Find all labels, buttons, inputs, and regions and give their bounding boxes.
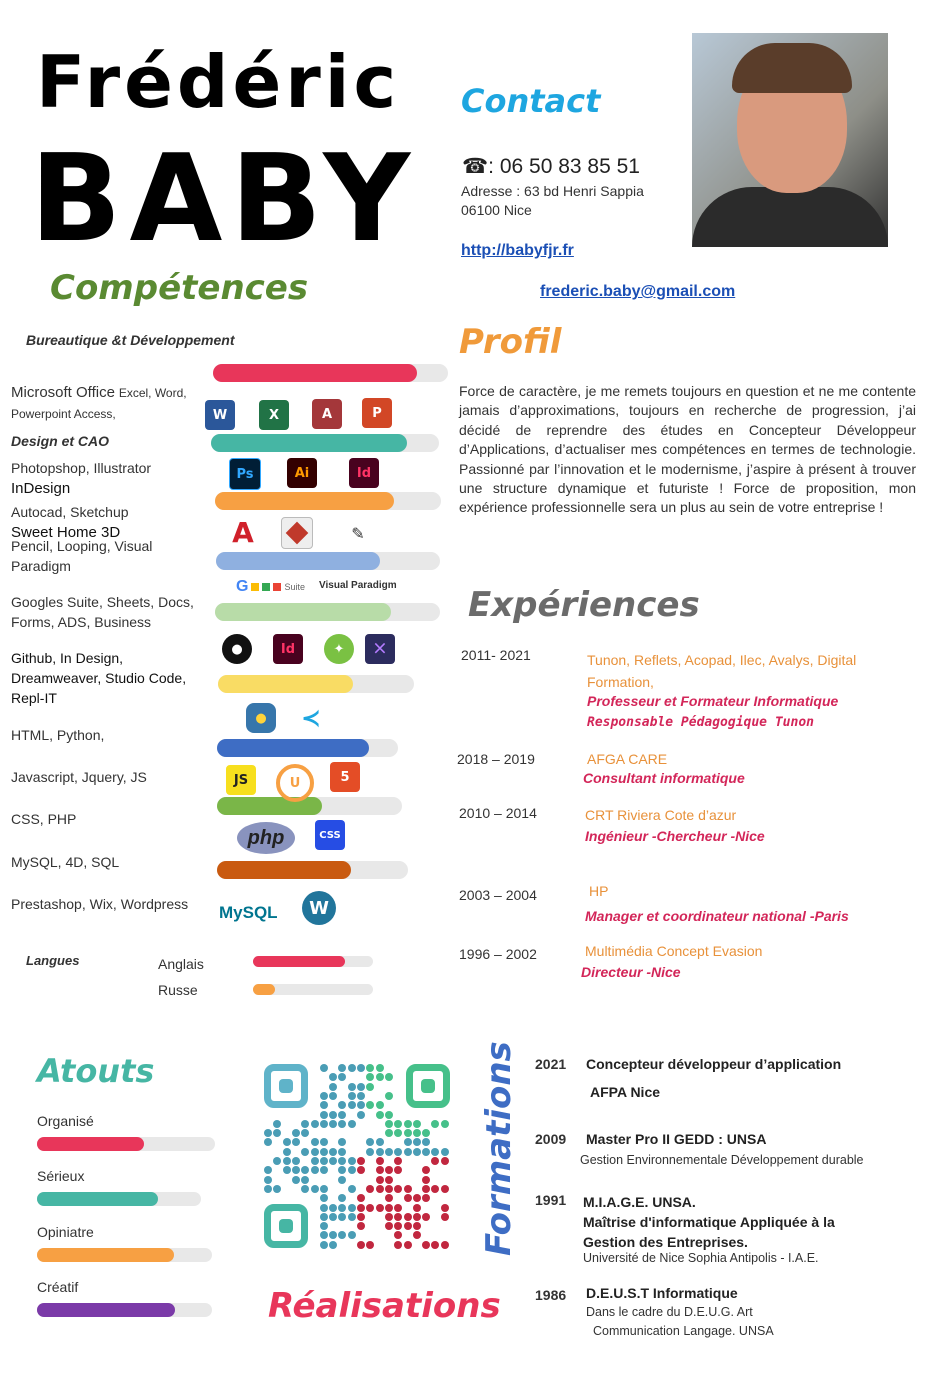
pencil-icon: ✎ [351,523,365,543]
php-icon: php [237,822,295,854]
address-line2: 06100 Nice [461,202,532,218]
experience-company: AFGA CARE [587,751,668,767]
experiences-title: Expériences [468,585,700,625]
phone-icon: ☎ [462,155,489,178]
atout-label: Sérieux [37,1168,85,1184]
email-link[interactable]: frederic.baby@gmail.com [540,283,736,300]
formation-title: Concepteur développeur d’application [586,1056,842,1072]
illustrator-icon: Ai [287,458,317,488]
language-label: Anglais [158,956,204,972]
atout-bar [37,1192,201,1206]
html5-icon: 5 [330,762,360,792]
website-link[interactable]: http://babyfjr.fr [461,242,574,259]
google-suite-icon: G Suite [236,578,305,595]
atout-bar [37,1303,212,1317]
css3-icon: CSS [315,820,345,850]
formation-detail: Dans le cadre du D.E.U.G. Art [586,1305,753,1319]
skill-label: Javascript, Jquery, JS [11,769,147,785]
photoshop-icon: Ps [229,458,261,490]
javascript-icon: JS [226,765,256,795]
skill-label: HTML, Python, [11,727,105,743]
sketchup-icon [281,517,313,549]
python-icon: ● [246,703,276,733]
last-name: BABY [30,130,419,269]
mysql-icon: MySQL [219,903,278,922]
langues-title: Langues [26,953,80,968]
jquery-icon: U [276,764,314,802]
skill-label: Prestashop, Wix, Wordpress [11,896,189,912]
visual-paradigm-icon: Visual Paradigm [319,580,397,591]
formation-year: 1986 [535,1287,567,1303]
powerpoint-icon: P [362,398,392,428]
skill-label: CSS, PHP [11,811,77,827]
skill-bar [217,739,398,757]
formations-title: Formations [479,1041,519,1256]
qr-code[interactable] [264,1064,450,1248]
atout-label: Organisé [37,1113,94,1129]
autocad-icon: A [232,515,254,549]
skill-bar [213,364,448,382]
experience-date: 2011- 2021 [461,647,531,663]
atout-label: Opiniatre [37,1224,94,1240]
formation-detail: Université de Nice Sophia Antipolis - I.A.E. [583,1251,819,1265]
phone-line [462,154,640,179]
skill-label: Pencil, Looping, Visual Paradigm [11,538,153,574]
formation-year: 2009 [535,1131,567,1147]
excel-icon: X [259,400,289,430]
skill-label: Github, In Design, Dreamweaver, Studio Code, Repl-IT [11,650,187,706]
skill-bar [215,492,441,510]
formation-title: D.E.U.S.T Informatique [586,1285,738,1301]
formation-detail: Gestion Environnementale Développement durable [580,1153,864,1167]
github-icon: ● [222,634,252,664]
phone-number: : 06 50 83 85 51 [488,155,640,178]
first-name: Frédéric [36,40,401,124]
visual-studio-icon: ⨉ [365,634,395,664]
skill-bar [211,434,439,452]
language-bar [253,984,373,995]
competences-title: Compétences [50,268,309,308]
profil-text: Force de caractère, je me remets toujours en question et ne me contente jamais d’approximations, toujours en recherche de progression, j’ai décidé de reprendre des études en Concepteur Développeur d’Applications, d’actualiser mes compétences en termes de technologie. Passionné par l’innovation et le modernisme, j’aspire à présent à trouver une structure dynamique et futuriste ! Force de proposition, mon expérience professionnelle sera un plus au sein de votre entreprise ! [459,383,916,516]
experience-date: 2003 – 2004 [459,887,537,903]
experience-company: HP [589,883,609,899]
contact-title: Contact [461,82,601,120]
atouts-title: Atouts [37,1052,155,1090]
experience-date: 2018 – 2019 [457,751,535,767]
experience-role: Ingénieur -Chercheur -Nice [585,828,765,844]
experience-role: Manager et coordinateur national -Paris [585,908,849,924]
skill-label: Googles Suite, Sheets, Docs, Forms, ADS, Business [11,594,194,630]
skill-label: Autocad, Sketchup Sweet Home 3D [11,504,129,541]
language-bar [253,956,373,967]
profil-title: Profil [459,322,562,362]
design-label: Design et CAO [11,433,110,449]
word-icon: W [205,400,235,430]
formation-year: 2021 [535,1056,567,1072]
formation-year: 1991 [535,1192,567,1208]
wordpress-icon: W [302,891,336,925]
formation-place: AFPA Nice [590,1084,661,1100]
experience-company: Tunon, Reflets, Acopad, Ilec, Avalys, Digital Formation, [587,652,857,690]
profile-photo [692,33,888,247]
language-label: Russe [158,982,198,998]
experience-role: Directeur -Nice [581,964,681,980]
experience-role: Responsable Pédagogique Tunon [587,715,814,730]
experience-company: CRT Riviera Cote d’azur [585,807,737,823]
experience-company: Multimédia Concept Evasion [585,943,763,959]
atout-label: Créatif [37,1279,79,1295]
skill-bar [218,675,414,693]
skill-label: Photopshop, Illustrator InDesign [11,460,152,497]
experience-date: 1996 – 2002 [459,946,537,962]
vscode-icon: ≺ [300,704,322,732]
indesign-icon: Id [273,634,303,664]
experience-role: Professeur et Formateur Informatique [587,693,839,709]
realisations-title: Réalisations [268,1286,501,1326]
competences-subtitle: Bureautique &t Développement [26,332,235,348]
skill-label: Microsoft Office Excel, Word, Powerpoint Access, [11,384,187,421]
dreamweaver-icon: ✦ [324,634,354,664]
skill-bar [217,861,408,879]
experience-role: Consultant informatique [583,770,745,786]
access-icon: A [312,399,342,429]
atout-bar [37,1137,215,1151]
formation-detail: Communication Langage. UNSA [593,1324,774,1338]
address-line1: Adresse : 63 bd Henri Sappia [461,183,644,199]
experience-date: 2010 – 2014 [459,805,537,821]
formation-title: Master Pro II GEDD : UNSA [586,1131,767,1147]
skill-label: MySQL, 4D, SQL [11,854,120,870]
skill-bar [217,797,402,815]
skill-bar [216,552,440,570]
atout-bar [37,1248,212,1262]
formation-title: M.I.A.G.E. UNSA. Maîtrise d'informatique Appliquée à la Gestion des Entreprises. [583,1194,835,1250]
indesign-icon: Id [349,458,379,488]
skill-bar [215,603,440,621]
